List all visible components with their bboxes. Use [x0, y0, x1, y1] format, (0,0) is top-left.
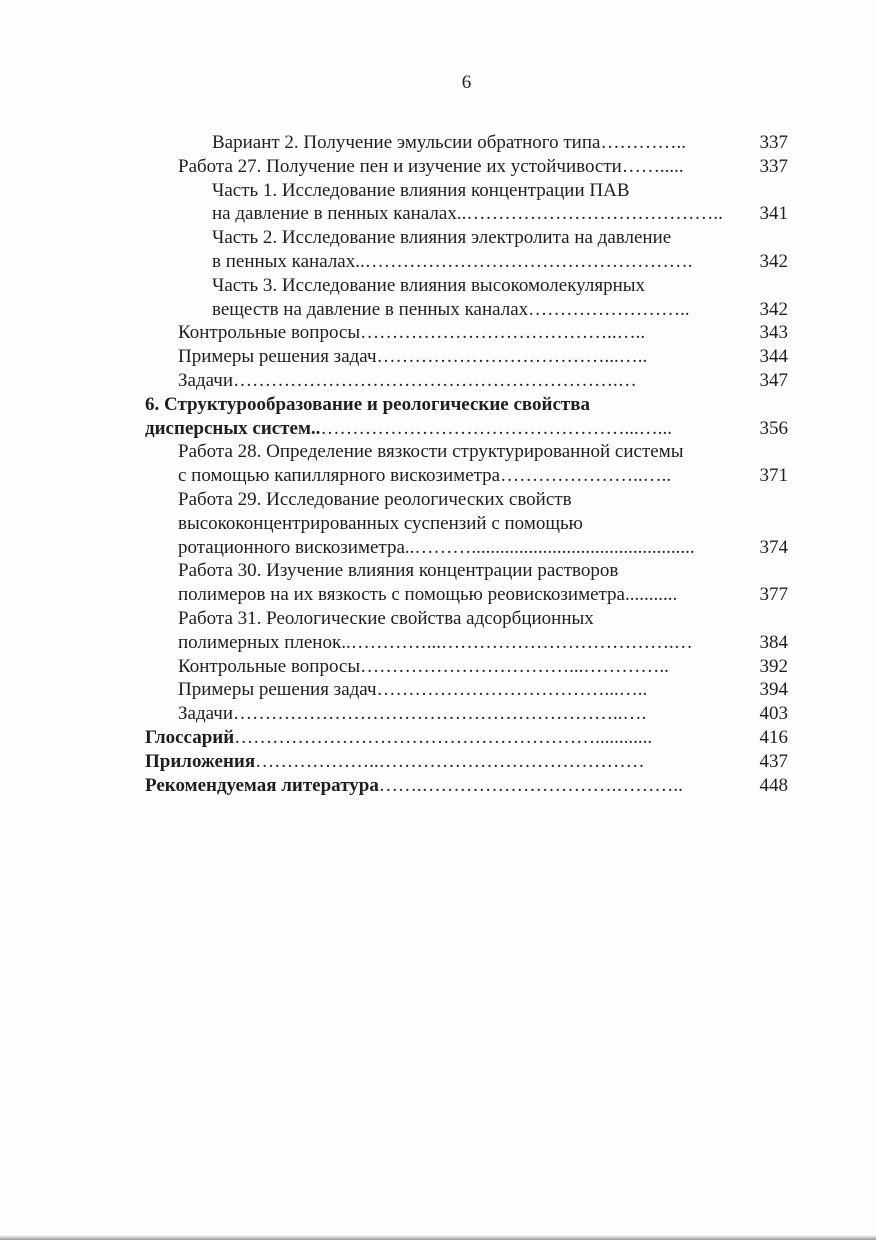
dot-leader: ……………………………………………………..…. — [233, 703, 647, 725]
toc-page-number: 371 — [759, 465, 788, 487]
dot-leader: ………………………………….. — [466, 203, 723, 225]
toc-page-number: 384 — [759, 631, 788, 653]
toc-entry — [212, 274, 788, 322]
dot-leader: ……..... — [621, 155, 684, 177]
toc-entry-title: Рекомендуемая литература — [145, 774, 379, 796]
toc-page-number: 374 — [759, 536, 788, 558]
toc-page-number: 337 — [759, 132, 788, 153]
dot-leader: …………………..….. — [500, 465, 672, 487]
dot-leader: ………….. — [600, 132, 686, 153]
toc-entry-last-line — [178, 536, 788, 560]
toc-entry-title: Задачи — [178, 703, 234, 725]
dot-leader: …………………………………………...…... — [320, 417, 672, 439]
toc-entry-last-line — [145, 750, 788, 774]
toc-entry-title: Задачи — [178, 369, 234, 391]
toc-entry-title: на давление в пенных каналах.. — [212, 203, 467, 225]
toc-entry — [212, 226, 788, 274]
dot-leader: ………………..…………………………………… — [255, 750, 645, 772]
toc-entry-title: Глоссарий — [145, 726, 235, 748]
toc-page-number: 347 — [759, 369, 788, 391]
toc-entry-line: Работа 31. Реологические свойства адсорбционных — [178, 607, 594, 629]
toc-entry-title: веществ на давление в пенных каналах — [212, 298, 529, 320]
dot-leader: …….………………………….……….. — [378, 774, 683, 796]
toc-entry-title: Контрольные вопросы — [178, 655, 361, 677]
toc-page-number: 342 — [759, 298, 788, 320]
toc-entry — [145, 726, 788, 750]
toc-entry-line: Часть 3. Исследование влияния высокомолекулярных — [212, 274, 646, 296]
toc-page-number: 437 — [759, 750, 788, 772]
toc-entry-last-line — [178, 464, 788, 488]
toc-entry — [178, 369, 788, 393]
toc-entry — [178, 655, 788, 679]
toc-entry-line: Часть 1. Исследование влияния концентрации ПАВ — [212, 179, 630, 201]
toc-entry-last-line — [178, 345, 788, 369]
toc-entry-last-line — [145, 417, 788, 441]
toc-entry — [178, 559, 788, 607]
toc-page-number: 403 — [759, 703, 788, 725]
toc-entry-line: 6. Структурообразование и реологические свойства — [145, 393, 591, 415]
toc-entry-last-line — [212, 131, 788, 155]
toc-entry-title: с помощью капиллярного вискозиметра — [178, 465, 501, 487]
toc-entry-last-line — [212, 250, 788, 274]
page-number: 6 — [461, 72, 472, 93]
dot-leader: …………………………………..….. — [360, 322, 646, 344]
toc-entry-last-line — [178, 155, 788, 179]
dot-leader: …………………………………………………............ — [234, 726, 653, 748]
toc-entry — [178, 488, 788, 559]
toc-page-number: 343 — [759, 322, 788, 344]
toc-list — [145, 131, 788, 797]
toc-entry-last-line — [178, 631, 788, 655]
dot-leader: ……………………………………………. — [364, 250, 693, 272]
toc-entry — [145, 393, 788, 441]
dot-leader: …………………………………………………….… — [233, 369, 637, 391]
dot-leader: …………...……………………………….… — [350, 631, 693, 653]
toc-entry-line: Работа 30. Изучение влияния концентрации растворов — [178, 560, 619, 582]
toc-entry-line: Работа 28. Определение вязкости структурированной системы — [178, 441, 684, 463]
toc-page-number: 341 — [759, 203, 788, 225]
toc-entry-title: Приложения — [145, 750, 256, 772]
toc-entry-title: в пенных каналах.. — [212, 250, 365, 272]
toc-entry — [178, 155, 788, 179]
toc-entry-title: Примеры решения задач — [178, 679, 377, 701]
toc-entry-title: полимерных пленок.. — [178, 631, 351, 653]
toc-entry-title: Вариант 2. Получение эмульсии обратного типа — [212, 132, 601, 153]
toc-entry-last-line — [145, 726, 788, 750]
toc-entry — [178, 440, 788, 488]
dot-leader: ………............................................... — [414, 536, 695, 558]
toc-entry-last-line — [178, 678, 788, 702]
toc-page-number: 392 — [759, 655, 788, 677]
toc-entry — [178, 678, 788, 702]
toc-page-number: 356 — [759, 417, 788, 439]
toc-entry — [212, 179, 788, 227]
toc-entry-last-line — [178, 655, 788, 679]
toc-entry-title: Контрольные вопросы — [178, 322, 361, 344]
toc-entry-title: полимеров на их вязкость с помощью реовискозиметра — [178, 584, 625, 606]
toc-entry-title: ротационного вискозиметра.. — [178, 536, 415, 558]
dot-leader: ………………………………...….. — [376, 679, 648, 701]
dot-leader: ……………………………...………….. — [360, 655, 669, 677]
toc-entry-line: Работа 29. Исследование реологических свойств — [178, 488, 572, 510]
toc-page-number: 344 — [759, 346, 788, 368]
toc-entry — [145, 774, 788, 798]
toc-entry-last-line — [178, 702, 788, 726]
toc-entry-title: дисперсных систем.. — [145, 417, 321, 439]
toc-entry — [178, 702, 788, 726]
toc-page-number: 416 — [759, 726, 788, 748]
toc-page-number: 337 — [759, 155, 788, 177]
dot-leader: ........... — [625, 584, 678, 606]
toc-page-number: 377 — [759, 584, 788, 606]
toc-entry-last-line — [178, 321, 788, 345]
toc-entry-title: Работа 27. Получение пен и изучение их устойчивости — [178, 155, 622, 177]
toc-entry — [178, 345, 788, 369]
toc-entry-title: Примеры решения задач — [178, 346, 377, 368]
toc-entry — [212, 131, 788, 155]
toc-entry — [178, 607, 788, 655]
toc-entry-last-line — [212, 298, 788, 322]
toc-entry-line: высококонцентрированных суспензий с помощью — [178, 512, 583, 534]
toc-entry-last-line — [178, 369, 788, 393]
toc-entry-line: Часть 2. Исследование влияния электролита на давление — [212, 227, 672, 249]
scan-edge-shadow — [0, 1235, 876, 1240]
toc-entry-last-line — [212, 202, 788, 226]
toc-page-number: 394 — [759, 679, 788, 701]
dot-leader: ………………………………...….. — [376, 346, 648, 368]
toc-entry-last-line — [145, 774, 788, 798]
toc-entry — [178, 321, 788, 345]
dot-leader: …………………….. — [528, 298, 690, 320]
toc-page-number: 448 — [759, 774, 788, 796]
toc-entry — [145, 750, 788, 774]
toc-page-number: 342 — [759, 250, 788, 272]
toc-entry-last-line — [178, 583, 788, 607]
